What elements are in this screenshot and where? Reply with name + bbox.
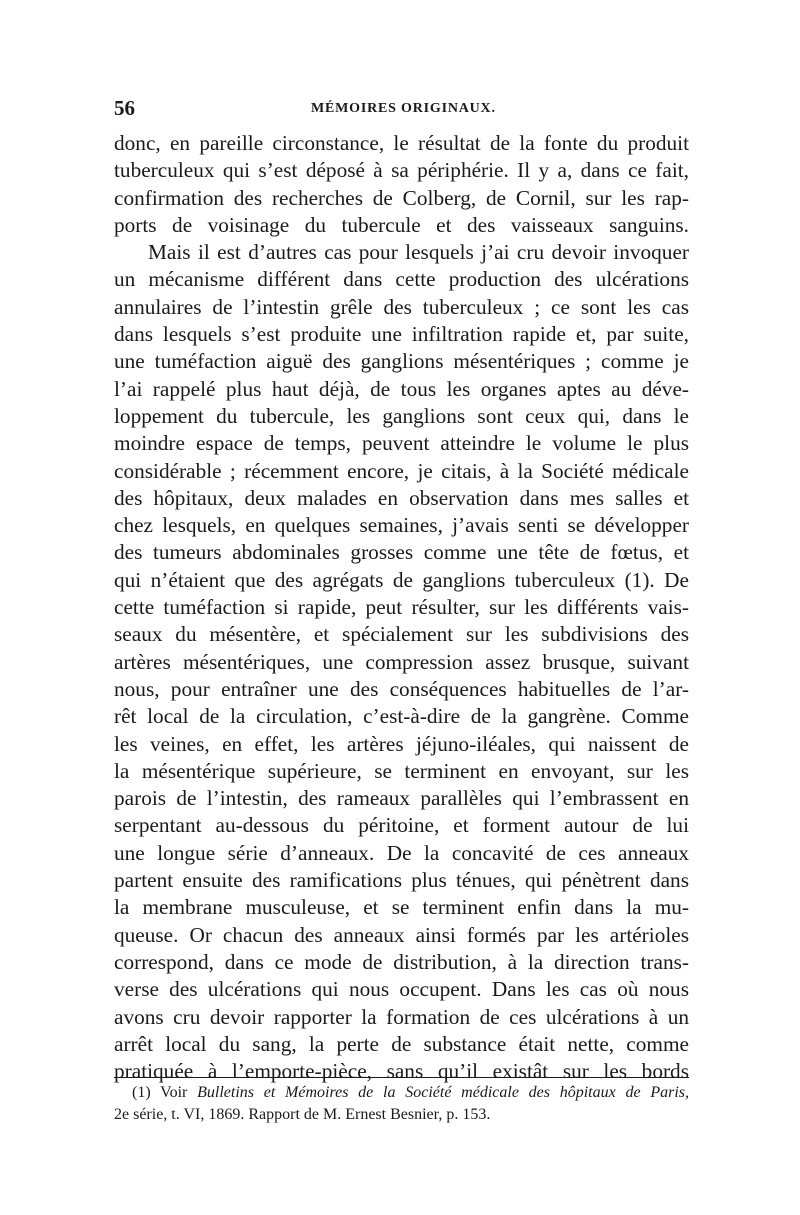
text-line: une longue série d’anneaux. De la concavité de ces anneaux — [114, 840, 689, 865]
text-line: considérable ; récemment encore, je citais, à la Société médicale — [114, 458, 689, 483]
text-line: dans lesquels s’est produite une infiltration rapide et, par suite, — [114, 322, 689, 347]
text-line: parois de l’intestin, des rameaux parallèles qui l’embrassent en — [114, 786, 689, 811]
text-line: chez lesquels, en quelques semaines, j’avais senti se développer — [114, 513, 689, 538]
text-line: serpentant au-dessous du péritoine, et forment autour de lui — [114, 813, 689, 838]
text-line: cette tuméfaction si rapide, peut résulter, sur les différents vais- — [114, 595, 689, 620]
text-line: une tuméfaction aiguë des ganglions mésentériques ; comme je — [114, 349, 689, 374]
text-line: correspond, dans ce mode de distribution, à la direction trans- — [114, 949, 689, 974]
text-line: donc, en pareille circonstance, le résultat de la fonte du produit — [114, 131, 689, 155]
text-line: les veines, en effet, les artères jéjuno-iléales, qui naissent de — [114, 731, 689, 756]
footnote-citation-title: Bulletins et Mémoires de la Société médicale des hôpitaux de Paris, — [197, 1084, 689, 1101]
running-title: MÉMOIRES ORIGINAUX. — [311, 101, 496, 116]
text-line: moindre espace de temps, peuvent atteindre le volume le plus — [114, 431, 689, 456]
footnote — [114, 1082, 689, 1126]
body-text — [114, 130, 689, 1085]
text-line: queuse. Or chacun des anneaux ainsi formés par les artérioles — [114, 922, 689, 947]
footnote-line: 2e série, t. VI, 1869. Rapport de M. Ernest Besnier, p. 153. — [114, 1106, 491, 1123]
text-line: confirmation des recherches de Colberg, de Cornil, sur les rap- — [114, 185, 689, 210]
text-line: partent ensuite des ramifications plus ténues, qui pénètrent dans — [114, 868, 689, 893]
footnote-line — [114, 1082, 689, 1104]
text-line: nous, pour entraîner une des conséquences habituelles de l’ar- — [114, 676, 689, 701]
text-line: annulaires de l’intestin grêle des tuberculeux ; ce sont les cas — [114, 294, 689, 319]
text-line: la membrane musculeuse, et se terminent enfin dans la mu- — [114, 895, 689, 920]
text-line: des tumeurs abdominales grosses comme une tête de fœtus, et — [114, 540, 689, 565]
paragraph-start-line: Mais il est d’autres cas pour lesquels j’ai cru devoir invoquer — [148, 240, 689, 265]
text-line: tuberculeux qui s’est déposé à sa périphérie. Il y a, dans ce fait, — [114, 158, 689, 183]
footnote-divider — [114, 1077, 689, 1078]
text-line: avons cru devoir rapporter la formation de ces ulcérations à un — [114, 1004, 689, 1029]
text-line: un mécanisme différent dans cette production des ulcérations — [114, 267, 689, 292]
text-line: verse des ulcérations qui nous occupent. Dans les cas où nous — [114, 977, 689, 1002]
text-line: des hôpitaux, deux malades en observation dans mes salles et — [114, 485, 689, 510]
running-head — [114, 96, 689, 122]
text-line: arrêt local du sang, la perte de substance était nette, comme — [114, 1031, 689, 1056]
footnote-marker: (1) Voir — [132, 1084, 198, 1101]
page-number: 56 — [114, 96, 135, 120]
text-line: seaux du mésentère, et spécialement sur les subdivisions des — [114, 622, 689, 647]
text-line: qui n’étaient que des agrégats de ganglions tuberculeux (1). De — [114, 567, 689, 592]
text-line: rêt local de la circulation, c’est-à-dire de la gangrène. Comme — [114, 704, 689, 729]
text-line: ports de voisinage du tubercule et des vaisseaux sanguins. — [114, 212, 689, 237]
text-line: l’ai rappelé plus haut déjà, de tous les organes aptes au déve- — [114, 376, 689, 401]
text-line: artères mésentériques, une compression assez brusque, suivant — [114, 649, 689, 674]
text-line: pratiquée à l’emporte-pièce, sans qu’il existât sur les bords — [114, 1059, 689, 1084]
text-line: loppement du tubercule, les ganglions sont ceux qui, dans le — [114, 403, 689, 428]
text-line: la mésentérique supérieure, se terminent en envoyant, sur les — [114, 758, 689, 783]
